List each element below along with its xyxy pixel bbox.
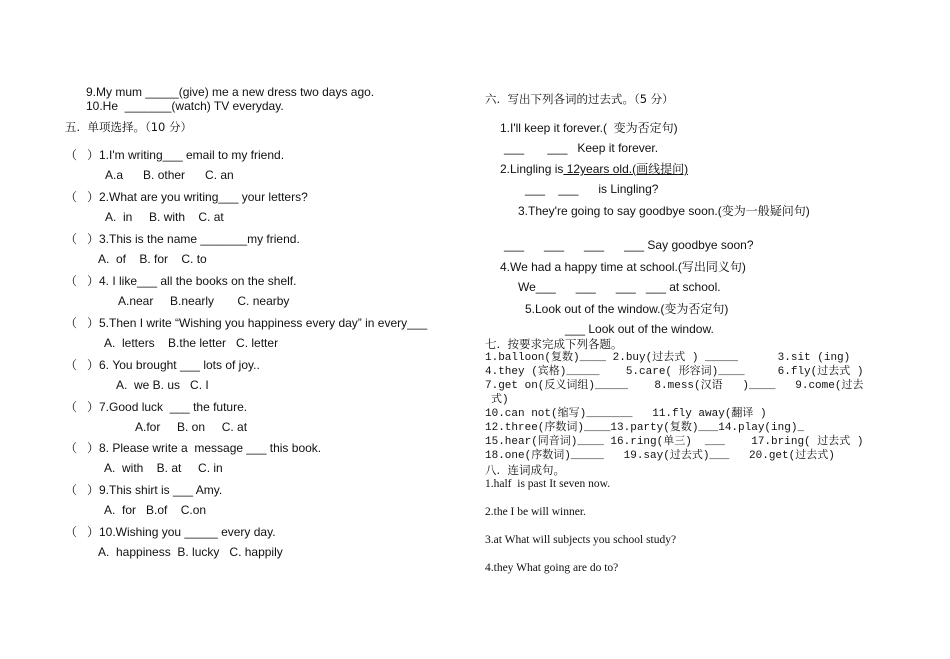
section-8-title: 八. 连词成句。 <box>485 463 565 477</box>
question-1-options: A.a B. other C. an <box>105 168 234 182</box>
section-5-title: 五. 单项选择。（10 分） <box>65 120 193 134</box>
question-1-stem: （ ）1.I'm writing___ email to my friend. <box>65 148 285 162</box>
s7-line-4: 10.can not(缩写)_______ 11.fly away(翻译 ) <box>485 408 767 420</box>
question-2-stem: （ ）2.What are you writing___ your letters? <box>65 190 308 204</box>
question-8-options: A. with B. at C. in <box>104 461 223 475</box>
question-8-stem: （ ）8. Please write a message ___ this book. <box>65 441 322 455</box>
question-3-options: A. of B. for C. to <box>98 252 207 266</box>
s8-sentence-4: 4.they What going are do to? <box>485 562 619 574</box>
s8-sentence-1: 1.half is past It seven now. <box>485 478 611 490</box>
s7-line-3: 7.get on(反义词组)_____ 8.mess(汉语 )____ 9.come(过去 <box>485 380 864 392</box>
s6-item-2-underlined: 12years old.(画线提问) <box>563 162 689 176</box>
question-7-options: A.for B. on C. at <box>135 420 248 434</box>
question-10-stem: （ ）10.Wishing you _____ every day. <box>65 525 276 539</box>
s7-line-3-cont: 式) <box>491 394 509 406</box>
question-3-stem: （ ）3.This is the name _______my friend. <box>65 232 300 246</box>
s6-item-1: 1.I'll keep it forever.( 变为否定句) <box>500 121 678 135</box>
question-9-options: A. for B.of C.on <box>104 503 207 517</box>
s7-line-1: 1.balloon(复数)____ 2.buy(过去式 ) _____ 3.sit (ing) <box>485 352 851 364</box>
question-7-stem: （ ）7.Good luck ___ the future. <box>65 400 248 414</box>
fill-item-9: 9.My mum _____(give) me a new dress two days ago. <box>86 85 375 99</box>
fill-item-10: 10.He _______(watch) TV everyday. <box>86 99 284 113</box>
s7-line-7: 18.one(序数词)_____ 19.say(过去式)___ 20.get(过去式) <box>485 450 835 462</box>
s8-sentence-2: 2.the I be will winner. <box>485 506 586 518</box>
s6-item-3: 3.They're going to say goodbye soon.(变为一般疑问句) <box>518 204 810 218</box>
s6-item-2-answer: ___ ___ is Lingling? <box>525 182 659 196</box>
s7-line-5: 12.three(序数词)____13.party(复数)___14.play(ing)_ <box>485 422 805 434</box>
question-4-options: A.near B.nearly C. nearby <box>118 294 290 308</box>
s7-line-6: 15.hear(同音词)____ 16.ring(单三) ___ 17.bring( 过去式 ) <box>485 436 864 448</box>
question-5-stem: （ ）5.Then I write “Wishing you happiness every day” in every___ <box>65 316 428 330</box>
s6-item-3-answer: ___ ___ ___ ___ Say goodbye soon? <box>504 238 754 252</box>
s8-sentence-3: 3.at What will subjects you school study? <box>485 534 677 546</box>
section-7-title: 七. 按要求完成下列各题。 <box>485 337 623 351</box>
s6-item-2 <box>500 162 688 176</box>
question-6-options: A. we B. us C. I <box>116 378 209 392</box>
question-5-options: A. letters B.the letter C. letter <box>104 336 279 350</box>
question-9-stem: （ ）9.This shirt is ___ Amy. <box>65 483 223 497</box>
s6-item-1-answer: ___ ___ Keep it forever. <box>504 141 659 155</box>
s7-line-2: 4.they (宾格)_____ 5.care( 形容词)____ 6.fly(过去式 ) <box>485 366 864 378</box>
s6-item-2-prefix: 2.Lingling is <box>500 162 564 176</box>
s6-item-5-answer: ___ Look out of the window. <box>565 322 714 336</box>
s6-item-5: 5.Look out of the window.(变为否定句) <box>525 302 729 316</box>
s6-item-4-answer: We___ ___ ___ ___ at school. <box>518 280 721 294</box>
question-4-stem: （ ）4. I like___ all the books on the shelf. <box>65 274 297 288</box>
s6-item-4: 4.We had a happy time at school.(写出同义句) <box>500 260 746 274</box>
section-6-title: 六. 写出下列各词的过去式。（5 分） <box>485 92 674 106</box>
question-2-options: A. in B. with C. at <box>105 210 224 224</box>
question-6-stem: （ ）6. You brought ___ lots of joy.. <box>65 358 260 372</box>
question-10-options: A. happiness B. lucky C. happily <box>98 545 283 559</box>
